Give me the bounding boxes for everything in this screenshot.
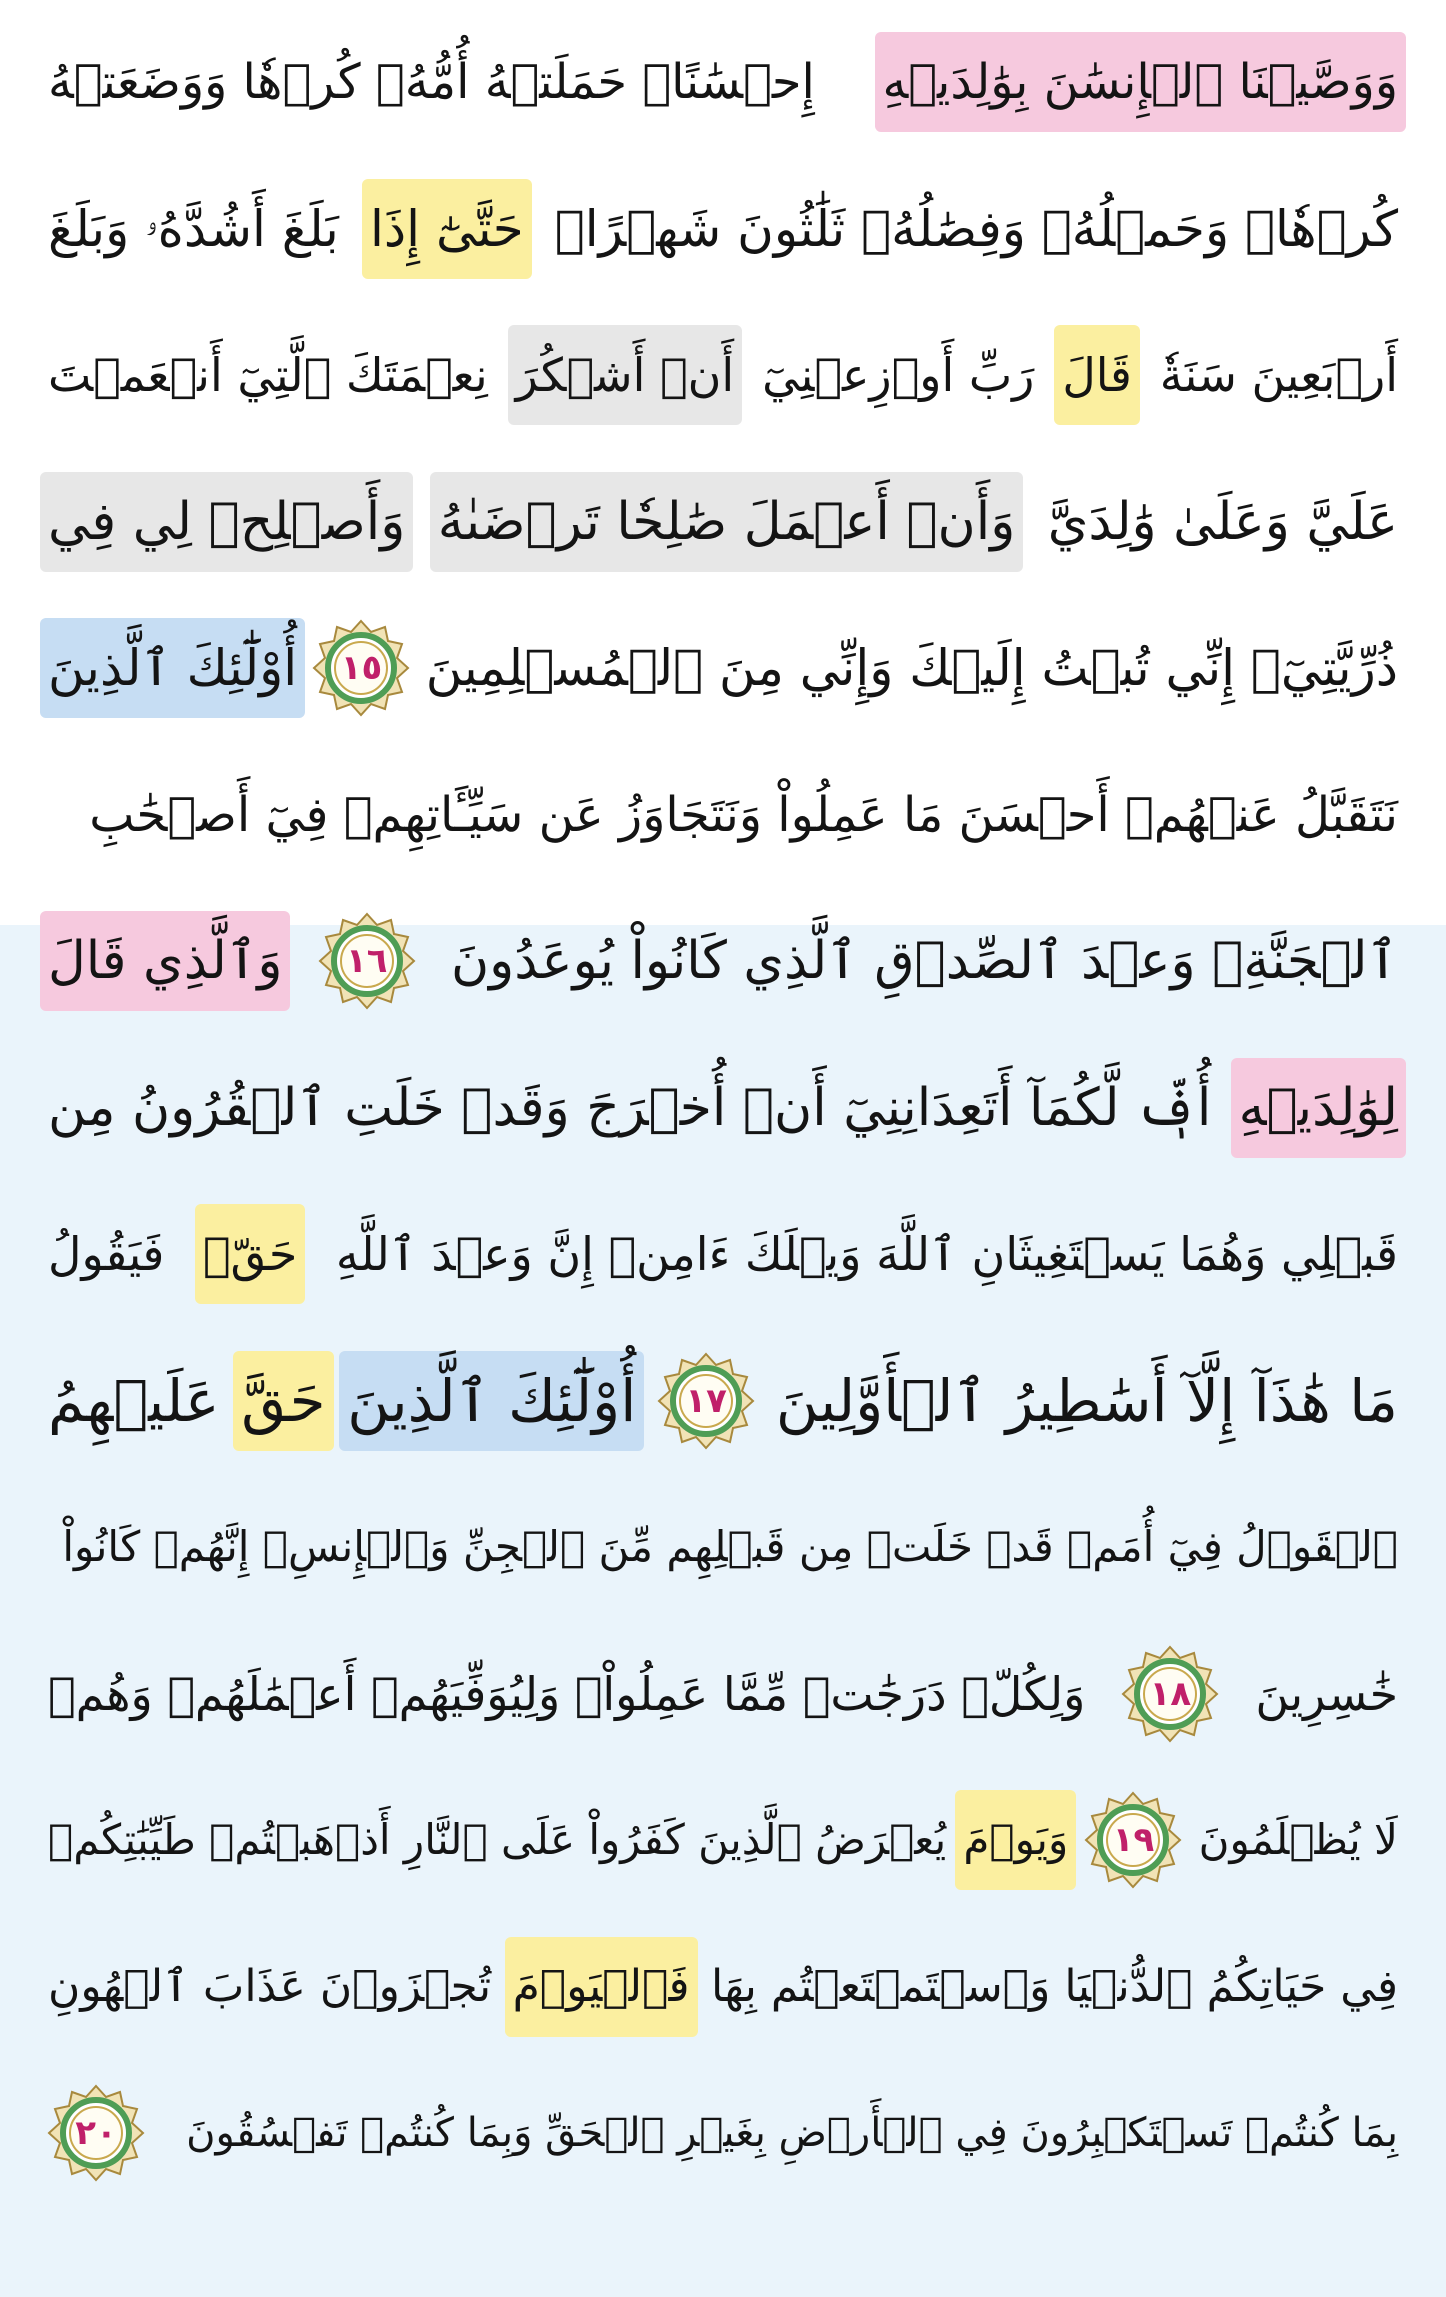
highlighted-word-blue: أُوْلَٰٓئِكَ ٱلَّذِينَ xyxy=(339,1351,644,1451)
text-line xyxy=(40,891,1406,1031)
verse-text: إِحۡسَٰنًاۖ حَمَلَتۡهُ أُمُّهُۥ كُرۡهٗا وَوَضَعَتۡهُ xyxy=(48,54,815,110)
verse-text: رَبِّ أَوۡزِعۡنِيٓ xyxy=(762,348,1035,402)
verse-text: عَلَيَّ وَعَلَىٰ وَٰلِدَيَّ xyxy=(1047,491,1398,552)
verse-text: ذُرِّيَّتِيٓۖ إِنِّي تُبۡتُ إِلَيۡكَ وَإِنِّي مِنَ ٱلۡمُسۡلِمِينَ xyxy=(425,639,1398,697)
ayah-number: ١٩ xyxy=(1112,1820,1155,1860)
highlighted-word-yellow: حَقّٞ xyxy=(195,1204,305,1304)
text-line xyxy=(40,745,1406,885)
verse-text: تُجۡزَوۡنَ عَذَابَ ٱلۡهُونِ xyxy=(48,1960,492,2012)
text-line xyxy=(40,12,1406,152)
verse-text: وَلِكُلّٖ دَرَجَٰتٞ مِّمَّا عَمِلُواْۖ وَلِيُوَفِّيَهُمۡ أَعۡمَٰلَهُمۡ وَهُمۡ xyxy=(48,1666,1086,1721)
text-line xyxy=(40,1038,1406,1178)
highlighted-word-yellow: حَقَّ xyxy=(233,1351,333,1451)
highlighted-word-gray: وَأَصۡلِحۡ لِي فِي xyxy=(40,472,413,572)
verse-text: بِمَا كُنتُمۡ تَسۡتَكۡبِرُونَ فِي ٱلۡأَرۡضِ بِغَيۡرِ ٱلۡحَقِّ وَبِمَا كُنتُمۡ تَفۡسُقُونَ xyxy=(186,2110,1398,2156)
highlighted-word-blue: أُوْلَٰٓئِكَ ٱلَّذِينَ xyxy=(40,618,305,718)
highlighted-word-pink: لِوَٰلِدَيۡهِ xyxy=(1231,1058,1406,1158)
ayah-number-marker-icon xyxy=(1083,1790,1183,1890)
verse-text: خَٰسِرِينَ xyxy=(1255,1666,1398,1721)
verse-text: كُرۡهٗاۖ وَحَمۡلُهُۥ وَفِصَٰلُهُۥ ثَلَٰثُونَ شَهۡرًاۚ xyxy=(554,199,1398,258)
text-line xyxy=(40,1477,1406,1617)
ayah-number: ١٧ xyxy=(685,1380,727,1421)
text-line xyxy=(40,598,1406,738)
verse-text: أَرۡبَعِينَ سَنَةٗ xyxy=(1159,348,1398,402)
text-line xyxy=(40,2063,1406,2203)
verse-text: ٱلۡقَوۡلُ فِيٓ أُمَمٖ قَدۡ خَلَتۡ مِن قَبۡلِهِم مِّنَ ٱلۡجِنِّ وَٱلۡإِنسِۖ إِنَّهُمۡ كَانُواْ xyxy=(62,1522,1398,1571)
verse-text: عَلَيۡهِمُ xyxy=(48,1366,220,1435)
text-line xyxy=(40,1917,1406,2057)
verse-text: بَلَغَ أَشُدَّهُۥ وَبَلَغَ xyxy=(48,199,339,258)
highlighted-word-yellow: قَالَ xyxy=(1054,325,1139,425)
text-line xyxy=(40,1331,1406,1471)
verse-text: فَيَقُولُ xyxy=(48,1227,165,1281)
highlighted-word-gray: وَأَنۡ أَعۡمَلَ صَٰلِحٗا تَرۡضَىٰهُ xyxy=(430,472,1024,572)
highlighted-word-yellow: فَٱلۡيَوۡمَ xyxy=(505,1937,698,2037)
verse-text: مَا هَٰذَآ إِلَّآ أَسَٰطِيرُ ٱلۡأَوَّلِينَ xyxy=(775,1366,1398,1435)
text-line xyxy=(40,1184,1406,1324)
verse-text: يُعۡرَضُ ٱلَّذِينَ كَفَرُواْ عَلَى ٱلنَّارِ أَذۡهَبۡتُمۡ طَيِّبَٰتِكُمۡ xyxy=(48,1815,947,1864)
verse-text: قَبۡلِي وَهُمَا يَسۡتَغِيثَانِ ٱللَّهَ وَيۡلَكَ ءَامِنۡ إِنَّ وَعۡدَ ٱللَّهِ xyxy=(335,1227,1398,1281)
ayah-number-marker-icon xyxy=(656,1351,756,1451)
text-line xyxy=(40,1624,1406,1764)
verse-text: نِعۡمَتَكَ ٱلَّتِيٓ أَنۡعَمۡتَ xyxy=(48,348,488,402)
text-line xyxy=(40,452,1406,592)
ayah-number-marker-icon xyxy=(311,618,411,718)
verse-text: ٱلۡجَنَّةِۖ وَعۡدَ ٱلصِّدۡقِ ٱلَّذِي كَانُواْ يُوعَدُونَ xyxy=(450,931,1398,991)
ayah-number-marker-icon xyxy=(46,2083,146,2183)
highlighted-word-gray: أَنۡ أَشۡكُرَ xyxy=(508,325,743,425)
verse-text: نَتَقَبَّلُ عَنۡهُمۡ أَحۡسَنَ مَا عَمِلُواْ وَنَتَجَاوَزُ عَن سَيِّـَٔاتِهِمۡ فِيٓ أَصۡحَٰبِ xyxy=(89,786,1398,843)
ayah-number: ١٦ xyxy=(345,941,388,981)
highlighted-word-yellow: حَتَّىٰٓ إِذَا xyxy=(362,179,532,279)
ayah-number: ١٨ xyxy=(1149,1673,1192,1714)
verse-text: فِي حَيَاتِكُمُ ٱلدُّنۡيَا وَٱسۡتَمۡتَعۡتُم بِهَا xyxy=(710,1960,1398,2012)
ayah-number: ٢٠ xyxy=(75,2113,117,2153)
verse-text: أُفّٖ لَّكُمَآ أَتَعِدَانِنِيٓ أَنۡ أُخۡرَجَ وَقَدۡ خَلَتِ ٱلۡقُرُونُ مِن xyxy=(48,1077,1212,1138)
ayah-number-marker-icon xyxy=(317,911,417,1011)
text-line xyxy=(40,159,1406,299)
highlighted-word-yellow: وَيَوۡمَ xyxy=(955,1790,1076,1890)
text-line xyxy=(40,1770,1406,1910)
text-line xyxy=(40,305,1406,445)
highlighted-word-pink: وَوَصَّيۡنَا ٱلۡإِنسَٰنَ بِوَٰلِدَيۡهِ xyxy=(875,32,1406,132)
ayah-number: ١٥ xyxy=(340,648,383,688)
highlighted-word-pink: وَٱلَّذِي قَالَ xyxy=(40,911,290,1011)
ayah-number-marker-icon xyxy=(1120,1644,1220,1744)
verse-text: لَا يُظۡلَمُونَ xyxy=(1198,1815,1398,1864)
